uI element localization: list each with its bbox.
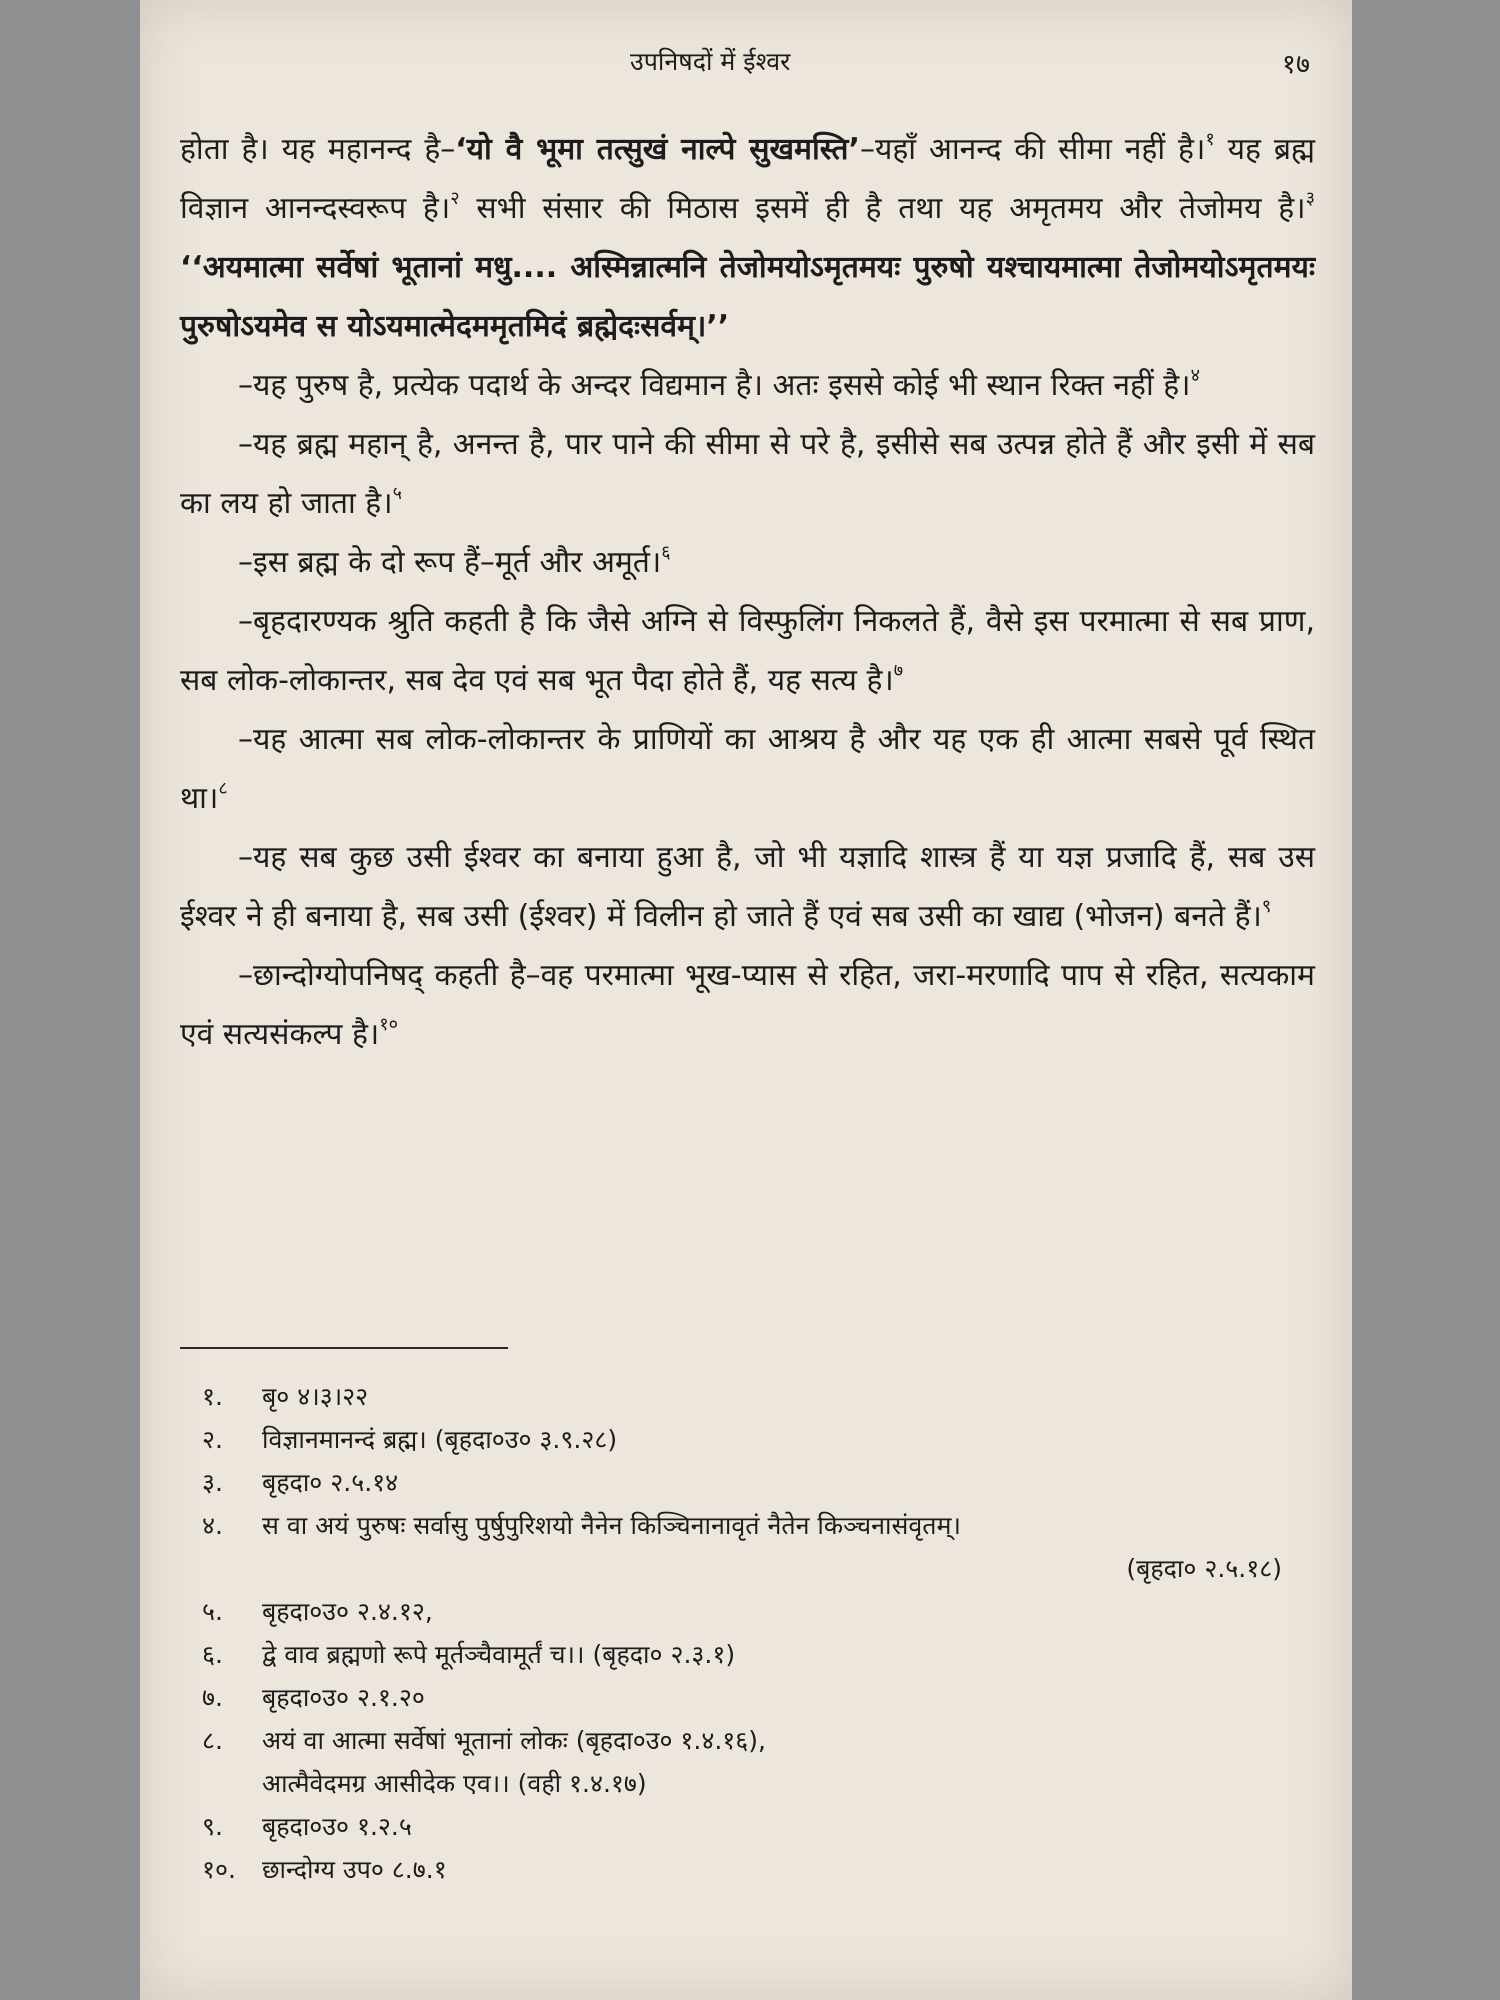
text-span: –यहाँ आनन्द की सीमा नहीं है। [859, 132, 1206, 167]
text-span: यह ब्रह्म विज्ञान आनन्दस्वरूप है। [180, 132, 1316, 226]
paragraph-1 [180, 120, 1315, 356]
footnote-ref: ७ [893, 660, 904, 681]
running-header [140, 44, 1352, 84]
footnote-ref: ३ [1305, 188, 1315, 209]
paragraph-4 [180, 533, 1315, 592]
footnote-number: ७. [202, 1683, 223, 1712]
footnote-text: बृहदा०उ० २.१.२० [262, 1683, 425, 1712]
footnote-number: ६. [202, 1640, 223, 1669]
footnote-item [202, 1848, 1312, 1891]
paragraph-6 [180, 710, 1315, 828]
footnote-number: ४. [202, 1511, 223, 1540]
main-text [180, 120, 1315, 1064]
text-span: –यह आत्मा सब लोक-लोकान्तर के प्राणियों का आश्रय है और यह एक ही आत्मा सबसे पूर्व स्थित था। [180, 722, 1315, 816]
footnote-text: बृहदा० २.५.१४ [262, 1468, 399, 1497]
footnote-number: ३. [202, 1468, 223, 1497]
text-span: –इस ब्रह्म के दो रूप हैं–मूर्त और अमूर्त। [238, 545, 662, 580]
text-span: होता है। यह महानन्द है– [180, 132, 456, 167]
paragraph-5 [180, 592, 1315, 710]
footnote-item [202, 1418, 1312, 1461]
footnote-item [202, 1461, 1312, 1504]
footnote-ref: १ [1205, 129, 1215, 150]
footnote-item [202, 1676, 1312, 1719]
footnote-text: छान्दोग्य उप० ८.७.१ [262, 1855, 447, 1884]
footnote-number: १. [202, 1382, 223, 1411]
footnote-text: आत्मैवेदमग्र आसीदेक एव।। (वही १.४.१७) [262, 1769, 647, 1798]
chapter-title: उपनिषदों में ईश्वर [630, 47, 791, 76]
footnotes [202, 1375, 1312, 1891]
text-span: –यह पुरुष है, प्रत्येक पदार्थ के अन्दर विद्यमान है। अतः इससे कोई भी स्थान रिक्त नहीं है। [238, 368, 1191, 403]
footnote-ref: ८ [218, 778, 228, 799]
footnote-ref: ६ [661, 542, 671, 563]
page-number: १७ [1281, 49, 1310, 80]
text-span: –बृहदारण्यक श्रुति कहती है कि जैसे अग्नि से विस्फुलिंग निकलते हैं, वैसे इस परमात्मा से सब प्राण, सब लोक-लोकान्तर, सब देव एवं सब भूत पैदा होते हैं, यह सत्य है। [180, 604, 1315, 698]
sanskrit-quote: ‘यो वै भूमा तत्सुखं नाल्पे सुखमस्ति’ [455, 132, 860, 167]
footnote-text: अयं वा आत्मा सर्वेषां भूतानां लोकः (बृहदा०उ० १.४.१६), [262, 1726, 767, 1755]
footnote-text: स वा अयं पुरुषः सर्वासु पुर्षुपुरिशयो नैनेन किञ्चिनानावृतं नैतेन किञ्चनासंवृतम्। [262, 1511, 961, 1540]
footnote-item [202, 1762, 1312, 1805]
text-span: –छान्दोग्योपनिषद् कहती है–वह परमात्मा भूख-प्यास से रहित, जरा-मरणादि पाप से रहित, सत्यकाम एवं सत्यसंकल्प है। [180, 958, 1315, 1052]
footnote-number: ८. [202, 1726, 223, 1755]
footnote-number: २. [202, 1425, 223, 1454]
paragraph-2 [180, 356, 1315, 415]
footnote-text: बृहदा०उ० १.२.५ [262, 1812, 412, 1841]
footnote-ref: २ [450, 188, 460, 209]
paragraph-3 [180, 415, 1315, 533]
paragraph-7 [180, 828, 1315, 946]
sanskrit-quote: ‘‘अयमात्मा सर्वेषां भूतानां मधु.... अस्मिन्नात्मनि तेजोमयोऽमृतमयः पुरुषो यश्चायमात्मा तेजोमयोऽमृतमयः पुरुषोऽयमेव स योऽयमात्मेदममृतमिदं ब्रह्मेदःसर्वम्।’’ [180, 250, 1315, 344]
text-span: सभी संसार की मिठास इसमें ही है तथा यह अमृतमय और तेजोमय है। [459, 191, 1306, 226]
footnote-number: ५. [202, 1597, 223, 1626]
footnote-text: बृ० ४।३।२२ [262, 1382, 369, 1411]
footnote-item [202, 1633, 1312, 1676]
text-span: –यह सब कुछ उसी ईश्वर का बनाया हुआ है, जो भी यज्ञादि शास्त्र हैं या यज्ञ प्रजादि हैं, सब उस ईश्वर ने ही बनाया है, सब उसी (ईश्वर) में विलीन हो जाते हैं एवं सब उसी का खाद्य (भोजन) बनते हैं। [180, 840, 1315, 934]
footnote-number: ९. [202, 1812, 223, 1841]
footnote-item [202, 1375, 1312, 1418]
footnote-ref: ९ [1261, 896, 1272, 917]
footnote-item [202, 1719, 1312, 1762]
footnote-text: बृहदा०उ० २.४.१२, [262, 1597, 433, 1626]
footnote-ref: १० [379, 1014, 398, 1035]
footnote-ref: ५ [392, 483, 402, 504]
footnote-number: १०. [202, 1855, 236, 1884]
footnote-item [202, 1805, 1312, 1848]
footnote-item [202, 1590, 1312, 1633]
footnote-divider [180, 1347, 508, 1349]
footnote-text: विज्ञानमानन्दं ब्रह्म। (बृहदा०उ० ३.९.२८) [262, 1425, 618, 1454]
paragraph-8 [180, 946, 1315, 1064]
footnote-ref: ४ [1190, 365, 1200, 386]
footnote-item [202, 1504, 1312, 1547]
book-page [140, 0, 1352, 2000]
text-span: –यह ब्रह्म महान् है, अनन्त है, पार पाने की सीमा से परे है, इसीसे सब उत्पन्न होते हैं और इसी में सब का लय हो जाता है। [180, 427, 1315, 521]
footnote-text: द्वे वाव ब्रह्मणो रूपे मूर्तञ्चैवामूर्तं च।। (बृहदा० २.३.१) [262, 1640, 736, 1669]
footnote-continuation: (बृहदा० २.५.१८) [1126, 1554, 1282, 1583]
